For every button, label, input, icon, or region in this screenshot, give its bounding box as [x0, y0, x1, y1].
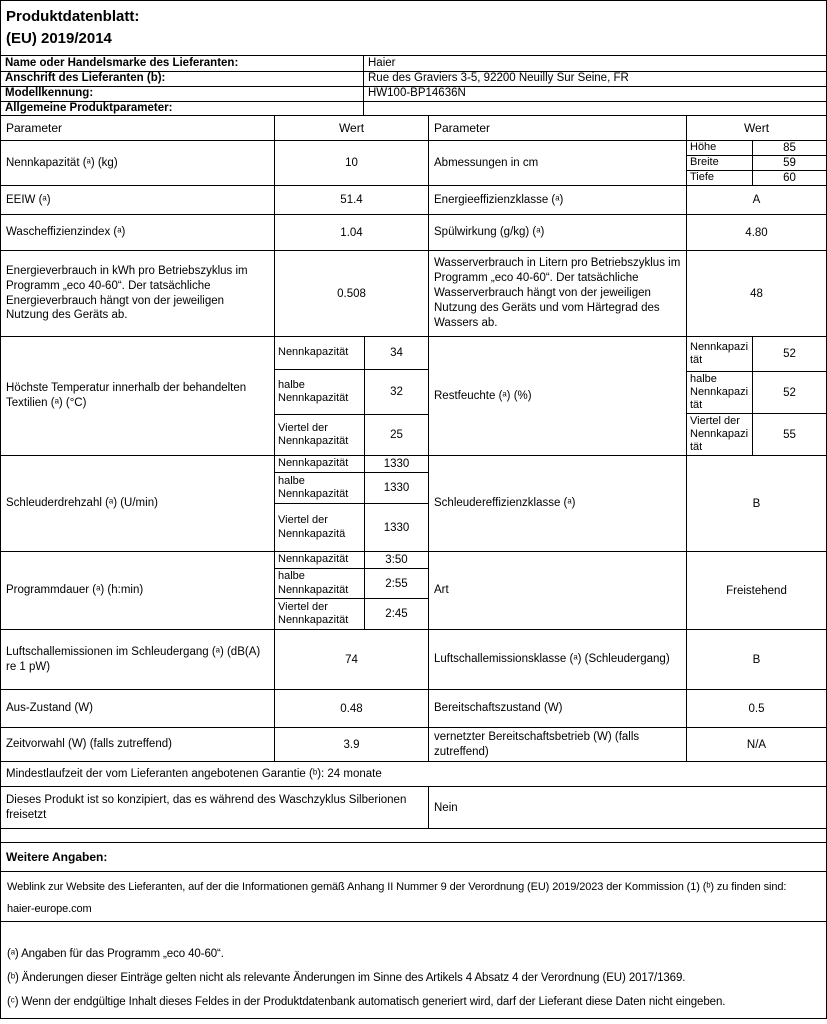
duration-values	[274, 552, 428, 629]
header-parameter-left: Parameter	[6, 121, 63, 135]
delay-start-label: Zeitvorwahl (W) (falls zutreffend)	[6, 738, 172, 751]
spin-speed-half-row	[275, 472, 428, 503]
silver-ions-label: Dieses Produkt ist so konzipiert, das es während des Waschzyklus Silberionen freisetzt	[6, 793, 407, 821]
duration-rated-value: 3:50	[385, 553, 408, 566]
dimension-height-value: 85	[783, 142, 796, 154]
off-mode-value: 0.48	[274, 690, 428, 727]
dimension-height-label: Höhe	[687, 141, 753, 155]
header-parameter-right: Parameter	[428, 116, 686, 140]
model-id-label: Modellkennung:	[1, 87, 364, 101]
header-wert-left: Wert	[274, 116, 428, 140]
max-temp-half-label: halbe Nennkapazität	[275, 370, 365, 414]
max-temp-rated-label: Nennkapazität	[275, 337, 365, 369]
moisture-rated-value: 52	[783, 348, 796, 361]
duration-label: Programmdauer (ᵃ) (h:min)	[6, 584, 144, 597]
max-temp-half-value: 32	[390, 386, 403, 399]
dimensions-values	[686, 141, 826, 185]
row-silver-ions	[1, 786, 826, 828]
energy-consumption-label: Energieverbrauch in kWh pro Betriebszyklus im Programm „eco 40-60“. Der tatsächliche Energieverbrauch hängt von der jeweiligen Nutzung des Geräts ab.	[6, 264, 248, 322]
noise-class-label: Luftschallemissionsklasse (ᵃ) (Schleudergang)	[428, 630, 686, 689]
duration-quarter-value: 2:45	[385, 608, 408, 621]
supplier-name-label: Name oder Handelsmarke des Lieferanten:	[1, 56, 364, 71]
energy-class-label: Energieeffizienzklasse (ᵃ)	[428, 186, 686, 214]
duration-quarter-row	[275, 598, 428, 629]
title-section	[0, 0, 827, 56]
noise-value: 74	[274, 630, 428, 689]
weblink-box	[0, 871, 827, 923]
duration-half-row	[275, 568, 428, 599]
dimension-width-value: 59	[783, 157, 796, 169]
dimension-height-row	[687, 141, 826, 155]
header-wert-right: Wert	[686, 116, 826, 140]
footnote-a: (ᵃ) Angaben für das Programm „eco 40-60“.	[7, 948, 224, 960]
moisture-half-label: halbe Nennkapazität	[687, 372, 753, 413]
type-label: Art	[428, 552, 686, 629]
delay-start-value: 3.9	[274, 728, 428, 761]
max-temp-values	[274, 337, 428, 455]
spin-speed-half-value: 1330	[383, 482, 410, 494]
wash-index-label: Wascheffizienzindex (ᵃ)	[6, 226, 126, 239]
row-eeiw-energyclass	[1, 185, 826, 214]
doc-regulation: (EU) 2019/2014	[6, 30, 112, 47]
spin-speed-half-label: halbe Nennkapazität	[275, 473, 365, 503]
water-consumption-value: 48	[686, 251, 826, 336]
networked-standby-label: vernetzter Bereitschaftsbetrieb (W) (falls zutreffend)	[428, 728, 686, 761]
off-mode-label: Aus-Zustand (W)	[6, 702, 93, 715]
general-parameters-row	[1, 101, 826, 116]
spin-speed-rated-label: Nennkapazität	[275, 456, 365, 472]
eeiw-label: EEIW (ᵃ)	[6, 193, 51, 206]
row-duration-type	[1, 551, 826, 629]
row-offmode-standby	[1, 689, 826, 727]
supplier-address-value: Rue des Graviers 3-5, 92200 Neuilly Sur Seine, FR	[368, 72, 629, 85]
moisture-rated-row	[687, 337, 826, 371]
max-temp-half-row	[275, 369, 428, 414]
spin-speed-label: Schleuderdrehzahl (ᵃ) (U/min)	[6, 497, 158, 510]
table-header-row	[1, 116, 826, 140]
dimension-width-label: Breite	[687, 156, 753, 170]
footnote-b: (ᵇ) Änderungen dieser Einträge gelten nicht als relevante Änderungen im Sinne des Artikels 4 Absatz 4 der Verordnung (EU) 2017/1369.	[7, 972, 686, 984]
noise-class-value: B	[686, 630, 826, 689]
row-noise-noiseclass	[1, 629, 826, 689]
rinse-value: 4.80	[686, 215, 826, 250]
moisture-half-value: 52	[783, 386, 796, 399]
duration-rated-label: Nennkapazität	[275, 552, 365, 568]
max-temp-label: Höchste Temperatur innerhalb der behandelten Textilien (ᵃ) (°C)	[6, 382, 247, 409]
duration-half-label: halbe Nennkapazität	[275, 569, 365, 599]
spin-speed-rated-value: 1330	[383, 458, 410, 470]
duration-quarter-label: Viertel der Nennkapazität	[275, 599, 365, 629]
spin-class-value: B	[686, 456, 826, 551]
eeiw-value: 51.4	[274, 186, 428, 214]
supplier-info-table	[0, 55, 827, 117]
noise-label: Luftschallemissionen im Schleudergang (ᵃ) (dB(A) re 1 pW)	[6, 645, 261, 673]
supplier-name-value: Haier	[368, 56, 396, 69]
supplier-address-row	[1, 71, 826, 86]
dimension-width-row	[687, 155, 826, 170]
moisture-quarter-label: Viertel der Nennkapazität	[687, 414, 753, 455]
moisture-values	[686, 337, 826, 455]
duration-rated-row	[275, 552, 428, 568]
row-spinspeed-spinclass	[1, 455, 826, 551]
energy-class-value: A	[686, 186, 826, 214]
dimension-depth-label: Tiefe	[687, 171, 753, 185]
dimension-depth-value: 60	[783, 172, 796, 184]
spin-speed-quarter-row	[275, 503, 428, 551]
weblink-url: haier-europe.com	[7, 902, 92, 915]
general-parameters-value	[364, 102, 826, 116]
supplier-name-row	[1, 56, 826, 71]
moisture-label: Restfeuchte (ᵃ) (%)	[428, 337, 686, 455]
weblink-text: Weblink zur Website des Lieferanten, auf der die Informationen gemäß Anhang II Nummer 9 der Verordnung (EU) 2019/2023 der Kommission (1) (ᵇ) zu finden sind:	[7, 880, 787, 893]
row-maxtemp-moisture	[1, 336, 826, 455]
moisture-rated-label: Nennkapazität	[687, 337, 753, 371]
warranty-text: Mindestlaufzeit der vom Lieferanten angebotenen Garantie (ᵇ): 24 monate	[6, 767, 382, 780]
max-temp-quarter-row	[275, 414, 428, 455]
doc-title: Produktdatenblatt:	[6, 8, 140, 25]
footnote-c: (ᶜ) Wenn der endgültige Inhalt dieses Feldes in der Produktdatenbank automatisch generiert wird, darf der Lieferant diese Daten nicht eingeben.	[7, 996, 726, 1008]
capacity-label: Nennkapazität (ᵃ) (kg)	[6, 156, 118, 169]
max-temp-rated-row	[275, 337, 428, 369]
footnotes-box	[0, 921, 827, 1019]
row-capacity-dimensions	[1, 140, 826, 185]
spin-speed-quarter-value: 1330	[383, 521, 410, 534]
spin-speed-quarter-label: Viertel der Nennkapazitä	[275, 504, 365, 551]
standby-label: Bereitschaftszustand (W)	[428, 690, 686, 727]
type-value: Freistehend	[686, 552, 826, 629]
model-id-row	[1, 86, 826, 101]
moisture-quarter-value: 55	[783, 428, 796, 441]
moisture-quarter-row	[687, 413, 826, 455]
rinse-label: Spülwirkung (g/kg) (ᵃ)	[428, 215, 686, 250]
energy-consumption-value: 0.508	[274, 251, 428, 336]
row-delaystart-networkedstandby	[1, 727, 826, 761]
dimension-depth-row	[687, 170, 826, 185]
row-warranty	[1, 761, 826, 786]
silver-ions-value: Nein	[428, 787, 826, 828]
duration-half-value: 2:55	[385, 577, 408, 590]
capacity-value: 10	[274, 141, 428, 185]
networked-standby-value: N/A	[686, 728, 826, 761]
spin-speed-rated-row	[275, 456, 428, 472]
parameters-table	[0, 115, 827, 829]
supplier-address-label: Anschrift des Lieferanten (b):	[1, 72, 364, 86]
spin-class-label: Schleudereffizienzklasse (ᵃ)	[428, 456, 686, 551]
water-consumption-label: Wasserverbrauch in Litern pro Betriebszyklus im Programm „eco 40-60“. Der tatsächliche Wasserverbrauch hängt von der jeweiligen Nutzung des Geräts und vom Härtegrad des Wassers ab.	[428, 251, 686, 336]
standby-value: 0.5	[686, 690, 826, 727]
dimensions-label: Abmessungen in cm	[428, 141, 686, 185]
row-energy-water-consumption	[1, 250, 826, 336]
moisture-half-row	[687, 371, 826, 413]
max-temp-rated-value: 34	[390, 347, 403, 360]
general-parameters-label: Allgemeine Produktparameter:	[1, 102, 364, 116]
further-info-heading-box	[0, 842, 827, 872]
max-temp-quarter-label: Viertel der Nennkapazität	[275, 415, 365, 455]
model-id-value: HW100-BP14636N	[368, 87, 466, 100]
spin-speed-values	[274, 456, 428, 551]
further-info-heading: Weitere Angaben:	[6, 850, 108, 864]
row-washindex-rinse	[1, 214, 826, 250]
max-temp-quarter-value: 25	[390, 429, 403, 442]
wash-index-value: 1.04	[274, 215, 428, 250]
